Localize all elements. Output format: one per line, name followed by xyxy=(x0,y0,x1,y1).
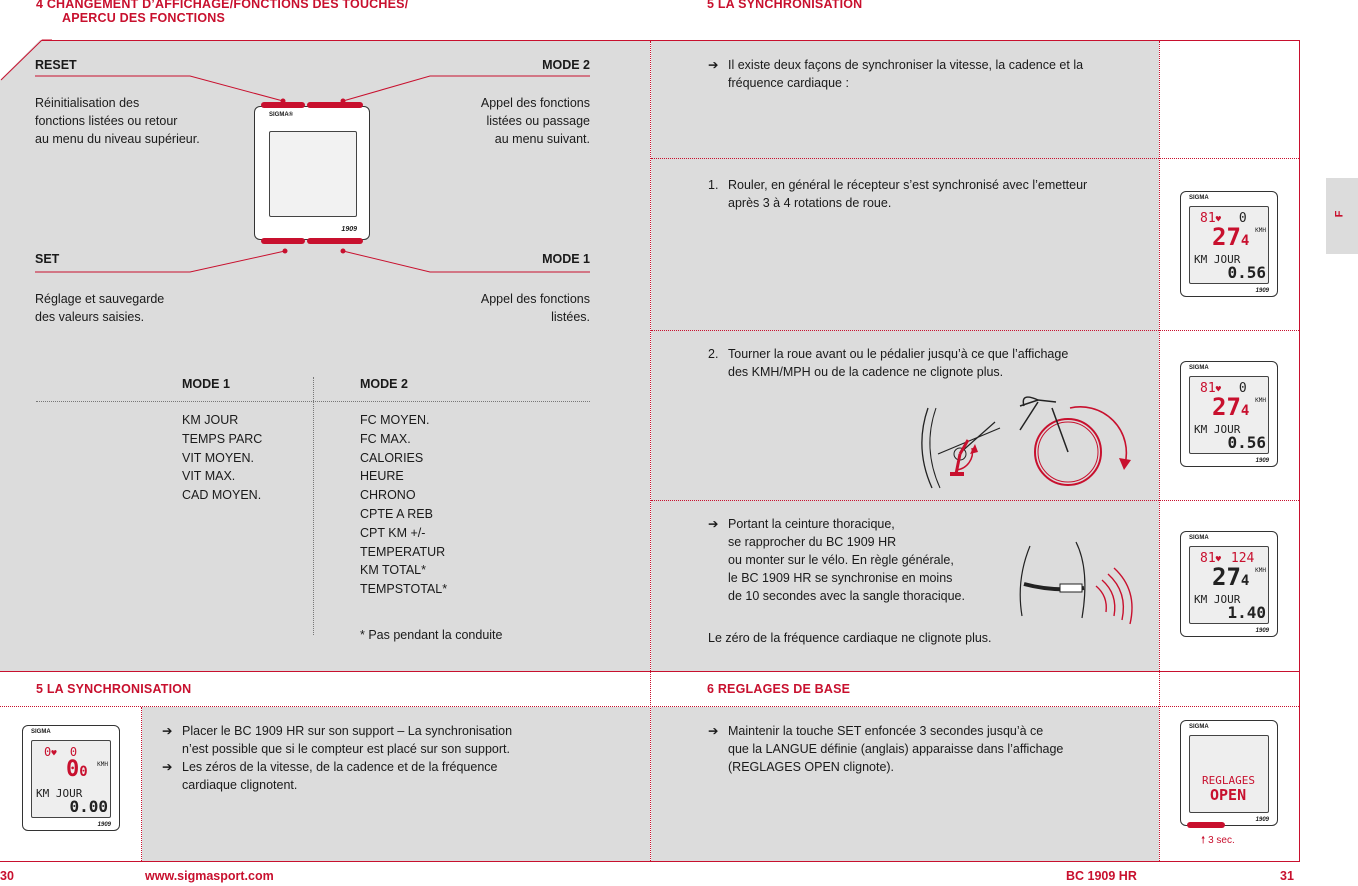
lcd-speed-int: 27 xyxy=(1212,563,1241,591)
lcd-screen xyxy=(1189,546,1269,624)
lcd-speed xyxy=(1212,393,1249,421)
lcd-speed xyxy=(1212,223,1249,251)
wheel-rotation-illustration xyxy=(920,388,1150,494)
section-title-line1: 4 CHANGEMENT D’AFFICHAGE/FONCTIONS DES TOUCHES/ xyxy=(36,0,409,11)
section-title-sync-bottom: 5 LA SYNCHRONISATION xyxy=(36,682,192,696)
sync-bottom-item-2 xyxy=(162,758,497,794)
device-model: 1909 xyxy=(1255,458,1269,464)
list-item: FC MAX. xyxy=(360,431,411,446)
lcd-cadence: 81 xyxy=(1200,551,1216,566)
lcd-mode: KM JOUR xyxy=(1194,593,1241,606)
lcd-mode: KM JOUR xyxy=(36,787,83,800)
lcd-speed-int: 27 xyxy=(1212,393,1241,421)
mode1-function-list xyxy=(182,411,262,505)
set-button[interactable] xyxy=(261,238,305,244)
device-model: 1909 xyxy=(1255,288,1269,294)
page-number-left: 30 xyxy=(0,869,14,883)
row-rule xyxy=(651,158,1299,159)
lcd-speed-dec: 4 xyxy=(1240,573,1250,589)
item-line: cardiaque clignotent. xyxy=(182,778,298,792)
sync-step-2 xyxy=(708,345,1068,381)
list-item: CPT KM +/- xyxy=(360,525,426,540)
item-line: Les zéros de la vitesse, de la cadence et de la fréquence xyxy=(182,760,498,774)
set-label: SET xyxy=(35,252,60,266)
table-mode2-header: MODE 2 xyxy=(360,377,408,391)
website-url[interactable]: www.sigmasport.com xyxy=(145,869,274,883)
device-screen xyxy=(269,131,357,217)
step-line: Rouler, en général le récepteur s’est synchronisé avec l’emetteur xyxy=(728,178,1088,192)
hold-duration-text: 3 sec. xyxy=(1208,835,1235,846)
lcd-value: 0.00 xyxy=(69,797,108,816)
list-item: KM JOUR xyxy=(182,413,239,427)
list-item: CAD MOYEN. xyxy=(182,488,262,503)
mode2-desc-line: listées ou passage xyxy=(486,114,590,128)
device-model: 1909 xyxy=(1255,817,1269,823)
sigma-logo: SIGMA xyxy=(1189,195,1209,201)
belt-line: de 10 secondes avec la sangle thoracique. xyxy=(728,589,965,603)
step-line: des KMH/MPH ou de la cadence ne clignote plus. xyxy=(728,365,1004,379)
item-line: Placer le BC 1909 HR sur son support – La synchronisation xyxy=(182,724,513,738)
device-model-number: 1909 xyxy=(341,226,357,233)
mid-rule xyxy=(0,671,1299,672)
lcd-heart-rate: 0 xyxy=(69,745,78,759)
reset-desc-line: fonctions listées ou retour xyxy=(35,114,178,128)
belt-line: se rapprocher du BC 1909 HR xyxy=(728,535,897,549)
basic-settings-instructions xyxy=(708,722,1063,776)
device-model xyxy=(341,226,357,233)
lcd-speed-int: 0 xyxy=(66,757,80,782)
item-line: n’est possible que si le compteur est placé sur son support. xyxy=(182,742,510,756)
hold-duration xyxy=(1201,833,1235,850)
list-item: HEURE xyxy=(360,469,404,484)
lcd-mode: KM JOUR xyxy=(1194,423,1241,436)
lcd-cadence: 81 xyxy=(1200,381,1216,396)
reset-label: RESET xyxy=(35,58,77,72)
sigma-logo: SIGMA xyxy=(1189,535,1209,541)
lcd-cadence: 81 xyxy=(1200,211,1216,226)
belt-line: Portant la ceinture thoracique, xyxy=(728,517,895,531)
arrow-icon: ➔ xyxy=(162,724,173,738)
list-item: CPTE A REB xyxy=(360,506,433,521)
lcd-cadence: 0 xyxy=(44,745,52,759)
right-edge xyxy=(1299,40,1300,862)
mode2-desc-line: Appel des fonctions xyxy=(480,96,590,110)
set-desc-line: des valeurs saisies. xyxy=(35,310,145,324)
panel-divider-right xyxy=(1159,41,1160,861)
lcd-speed-int: 27 xyxy=(1212,223,1241,251)
belt-line: le BC 1909 HR se synchronise en moins xyxy=(728,571,953,585)
lcd-value: 1.40 xyxy=(1227,603,1266,622)
mode1-button[interactable] xyxy=(307,238,363,244)
mode2-function-list xyxy=(360,411,447,599)
table-mode1-header: MODE 1 xyxy=(182,377,230,391)
section-title-basic-settings: 6 REGLAGES DE BASE xyxy=(707,682,851,696)
list-item: CALORIES xyxy=(360,450,424,465)
lcd-speed-dec: 4 xyxy=(1240,403,1250,419)
lcd-speed-dec: 4 xyxy=(1240,233,1250,249)
mode2-label: MODE 2 xyxy=(542,58,590,72)
sync-belt-instructions xyxy=(708,515,965,605)
language-tab-label: F xyxy=(1333,210,1346,218)
table-column-divider xyxy=(313,377,314,635)
hr-zero-note: Le zéro de la fréquence cardiaque ne clignote plus. xyxy=(708,631,992,645)
lcd-reglages-line: REGLAGES xyxy=(1202,774,1255,787)
settings-line: que la LANGUE définie (anglais) apparaisse dans l’affichage xyxy=(728,742,1064,756)
section-title-sync-top: 5 LA SYNCHRONISATION xyxy=(707,0,863,11)
lcd-device-belt xyxy=(1180,531,1278,637)
reset-button[interactable] xyxy=(261,102,305,108)
lcd-speed-dec: 0 xyxy=(79,764,88,780)
mode1-label: MODE 1 xyxy=(542,252,590,266)
list-item: VIT MAX. xyxy=(182,469,236,484)
mode2-button[interactable] xyxy=(307,102,363,108)
lcd-heart-rate: 0 xyxy=(1238,211,1247,226)
arrow-icon: ➔ xyxy=(162,760,173,774)
chest-strap-illustration xyxy=(1010,540,1140,630)
reset-desc-line: au menu du niveau supérieur. xyxy=(35,132,200,146)
sigma-logo-text: SIGMA® xyxy=(269,112,294,118)
set-button[interactable] xyxy=(1187,822,1225,828)
lcd-screen xyxy=(1189,735,1269,813)
lcd-unit: KMH xyxy=(97,761,108,768)
list-item: CHRONO xyxy=(360,488,416,503)
heart-icon: ♥ xyxy=(1215,385,1222,395)
list-item: TEMPERATUR xyxy=(360,544,446,559)
heart-icon: ♥ xyxy=(1215,215,1222,225)
arrow-icon: ➔ xyxy=(708,724,719,738)
lcd-screen xyxy=(31,740,111,818)
step-number: 1. xyxy=(708,178,719,192)
panel-divider-bottom-left xyxy=(141,707,142,861)
device-model: 1909 xyxy=(1255,628,1269,634)
lcd-screen xyxy=(1189,206,1269,284)
list-item: KM TOTAL* xyxy=(360,563,426,578)
belt-line: ou monter sur le vélo. En règle générale, xyxy=(728,553,954,567)
heart-icon: ♥ xyxy=(51,749,57,759)
lcd-heart-rate: 0 xyxy=(1238,381,1247,396)
footer-rule xyxy=(0,861,1299,862)
lcd-unit: KMH xyxy=(1255,227,1266,234)
lcd-speed xyxy=(66,757,88,782)
sync-intro-line: Il existe deux façons de synchroniser la vitesse, la cadence et la xyxy=(728,58,1084,72)
sync-intro xyxy=(708,56,1083,92)
bike-computer-device xyxy=(254,106,370,240)
lcd-unit: KMH xyxy=(1255,567,1266,574)
table-footnote: * Pas pendant la conduite xyxy=(360,628,503,642)
lcd-device-reglages xyxy=(1180,720,1278,826)
lcd-speed xyxy=(1212,563,1249,591)
lcd-unit: KMH xyxy=(1255,397,1266,404)
step-number: 2. xyxy=(708,347,719,361)
lcd-device-sync-bottom xyxy=(22,725,120,831)
language-side-tab xyxy=(1326,178,1358,254)
mode1-desc-line: Appel des fonctions xyxy=(480,292,590,306)
list-item: VIT MOYEN. xyxy=(182,450,255,465)
lcd-screen xyxy=(1189,376,1269,454)
lcd-device-step1 xyxy=(1180,191,1278,297)
list-item: TEMPS PARC xyxy=(182,431,263,446)
sigma-logo: SIGMA xyxy=(1189,365,1209,371)
lcd-device-step2 xyxy=(1180,361,1278,467)
sigma-logo: SIGMA xyxy=(31,729,51,735)
arrow-icon: ➔ xyxy=(708,58,719,72)
lcd-open-line: OPEN xyxy=(1210,786,1247,804)
arrow-icon: ➔ xyxy=(708,517,719,531)
sync-bottom-item-1 xyxy=(162,722,512,758)
lcd-value: 0.56 xyxy=(1227,263,1266,282)
step-line: Tourner la roue avant ou le pédalier jusqu’à ce que l’affichage xyxy=(728,347,1069,361)
sync-intro-line: fréquence cardiaque : xyxy=(728,76,849,90)
row-rule xyxy=(651,330,1299,331)
page-number-right: 31 xyxy=(1280,869,1294,883)
sync-step-1 xyxy=(708,176,1087,212)
product-name: BC 1909 HR xyxy=(1066,869,1137,883)
list-item: TEMPSTOTAL* xyxy=(360,582,448,597)
step-line: après 3 à 4 rotations de roue. xyxy=(728,196,892,210)
mode2-desc-line: au menu suivant. xyxy=(494,132,590,146)
mode1-desc-line: listées. xyxy=(551,310,590,324)
sigma-logo xyxy=(269,112,293,118)
lcd-heart-rate: 124 xyxy=(1230,551,1255,566)
lcd-value: 0.56 xyxy=(1227,433,1266,452)
sigma-logo: SIGMA xyxy=(1189,724,1209,730)
device-model: 1909 xyxy=(97,822,111,828)
set-desc-line: Réglage et sauvegarde xyxy=(35,292,165,306)
up-arrow-icon: 🠕 xyxy=(1201,835,1206,846)
row-rule xyxy=(651,500,1299,501)
lcd-mode: KM JOUR xyxy=(1194,253,1241,266)
heart-icon: ♥ xyxy=(1215,555,1222,565)
section-title-line2: APERCU DES FONCTIONS xyxy=(62,11,226,25)
reset-desc-line: Réinitialisation des xyxy=(35,96,140,110)
settings-line: (REGLAGES OPEN clignote). xyxy=(728,760,895,774)
list-item: FC MOYEN. xyxy=(360,413,430,427)
settings-line: Maintenir la touche SET enfoncée 3 secondes jusqu’à ce xyxy=(728,724,1044,738)
